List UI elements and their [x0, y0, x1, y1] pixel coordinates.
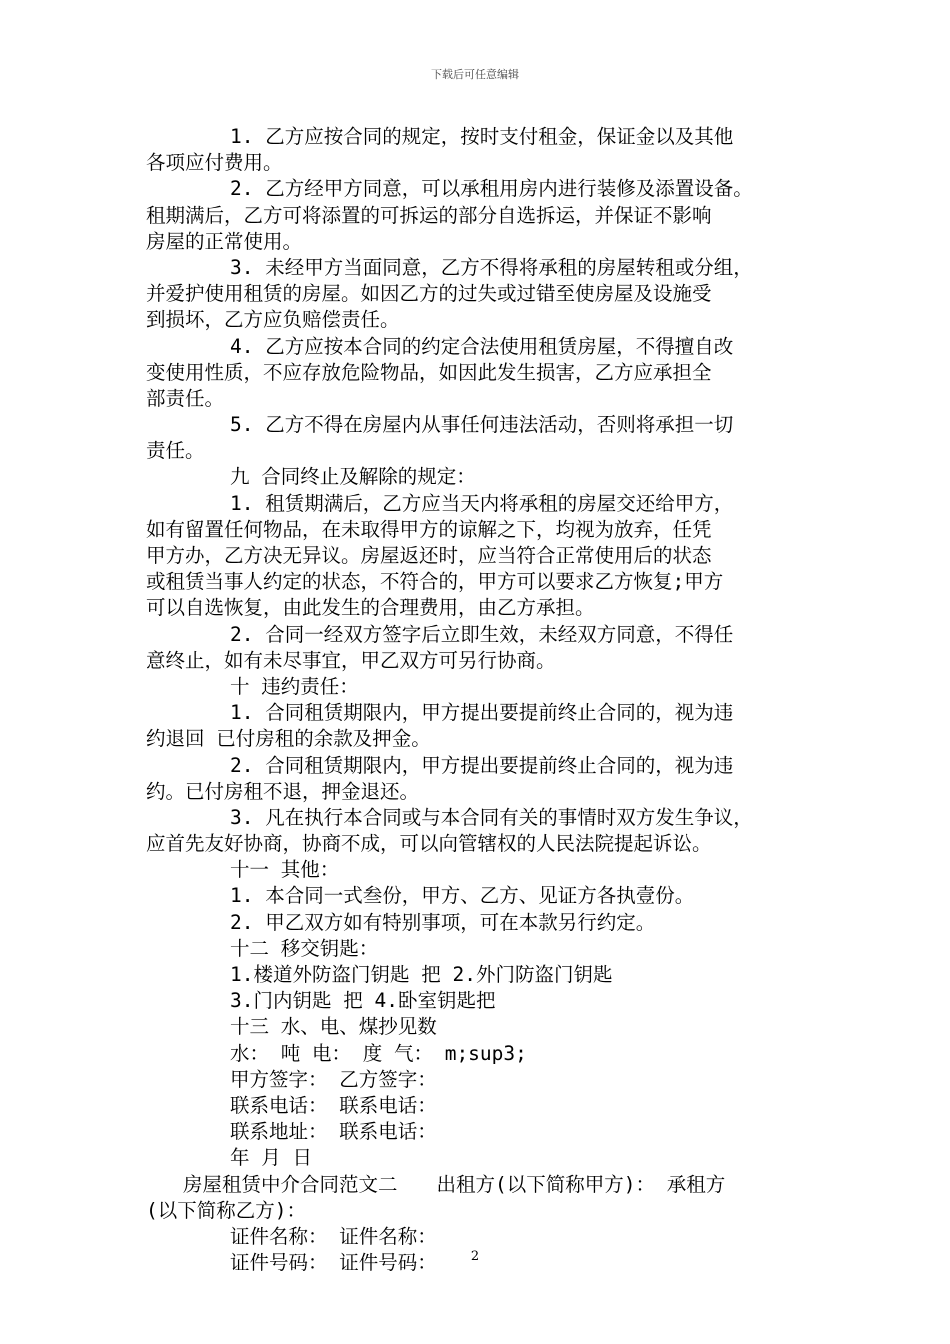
text-line: 可以自选恢复，由此发生的合理费用，由乙方承担。 — [146, 596, 595, 620]
text-line: 2. 合同一经双方签字后立即生效，未经双方同意，不得任 — [230, 622, 734, 646]
text-line: 2. 乙方经甲方同意，可以承租用房内进行装修及添置设备。 — [230, 177, 753, 201]
text-line: 十二 移交钥匙： — [230, 936, 379, 960]
document-body — [146, 124, 810, 1276]
text-line: 1. 合同租赁期限内，甲方提出要提前终止合同的，视为违 — [230, 701, 734, 725]
text-line: 5. 乙方不得在房屋内从事任何违法活动，否则将承担一切 — [230, 413, 734, 437]
text-line: 1. 本合同一式叁份，甲方、乙方、见证方各执壹份。 — [230, 884, 695, 908]
text-line: 如有留置任何物品，在未取得甲方的谅解之下，均视为放弃，任凭 — [146, 517, 712, 541]
text-line: 2. 甲乙双方如有特别事项，可在本款另行约定。 — [230, 910, 656, 934]
text-line: 部责任。 — [146, 386, 225, 410]
text-line: 意终止，如有未尽事宜，甲乙双方可另行协商。 — [146, 648, 556, 672]
text-line: 甲方签字： 乙方签字： — [230, 1067, 437, 1091]
text-line: 十三 水、电、煤抄见数 — [230, 1015, 437, 1039]
text-line: 或租赁当事人约定的状态，不符合的，甲方可以要求乙方恢复;甲方 — [146, 570, 724, 594]
text-line: 3. 凡在执行本合同或与本合同有关的事情时双方发生争议， — [230, 805, 753, 829]
text-line: 约退回 已付房租的余款及押金。 — [146, 727, 431, 751]
text-line: 并爱护使用租赁的房屋。如因乙方的过失或过错至使房屋及设施受 — [146, 282, 712, 306]
text-line: 1.楼道外防盗门钥匙 把 2.外门防盗门钥匙 — [230, 963, 613, 986]
text-line: 责任。 — [146, 439, 205, 463]
text-line: 联系电话： 联系电话： — [230, 1093, 437, 1117]
text-line: 各项应付费用。 — [146, 151, 283, 175]
text-line: 3.门内钥匙 把 4.卧室钥匙把 — [230, 989, 496, 1013]
text-line: 4. 乙方应按本合同的约定合法使用租赁房屋，不得擅自改 — [230, 334, 734, 358]
text-line: 1. 租赁期满后，乙方应当天内将承租的房屋交还给甲方， — [230, 491, 734, 515]
page-header: 下载后可任意编辑 — [431, 68, 519, 81]
text-line: 应首先友好协商，协商不成，可以向管辖权的人民法院提起诉讼。 — [146, 832, 712, 856]
text-line: 1. 乙方应按合同的规定，按时支付租金，保证金以及其他 — [230, 125, 734, 148]
text-line: 3. 未经甲方当面同意，乙方不得将承租的房屋转租或分组， — [230, 255, 753, 279]
text-line: (以下简称乙方)： — [146, 1198, 306, 1222]
text-line: 证件名称： 证件名称： — [230, 1224, 437, 1248]
text-line: 联系地址： 联系电话： — [230, 1120, 437, 1144]
text-line: 房屋的正常使用。 — [146, 229, 303, 253]
text-line: 约。已付房租不退，押金退还。 — [146, 779, 420, 803]
text-line: 2. 合同租赁期限内，甲方提出要提前终止合同的，视为违 — [230, 753, 734, 777]
text-line: 年 月 日 — [230, 1146, 312, 1170]
text-line: 十 违约责任： — [230, 674, 359, 698]
text-line: 九 合同终止及解除的规定： — [230, 465, 476, 489]
text-line: 证件号码： 证件号码： — [230, 1251, 437, 1275]
text-line: 到损坏，乙方应负赔偿责任。 — [146, 308, 400, 332]
text-line: 变使用性质，不应存放危险物品，如因此发生损害，乙方应承担全 — [146, 360, 712, 384]
text-line: 房屋租赁中介合同范文二 出租方(以下简称甲方)： 承租方 — [183, 1172, 726, 1196]
text-line: 甲方办，乙方决无异议。房屋返还时，应当符合正常使用后的状态 — [146, 544, 712, 567]
text-line: 十一 其他： — [230, 858, 340, 882]
page-number: 2 — [470, 1249, 480, 1264]
text-line: 租期满后，乙方可将添置的可拆运的部分自选拆运，并保证不影响 — [146, 203, 712, 227]
text-line: 水： 吨 电： 度 气： m;sup3; — [230, 1041, 527, 1065]
